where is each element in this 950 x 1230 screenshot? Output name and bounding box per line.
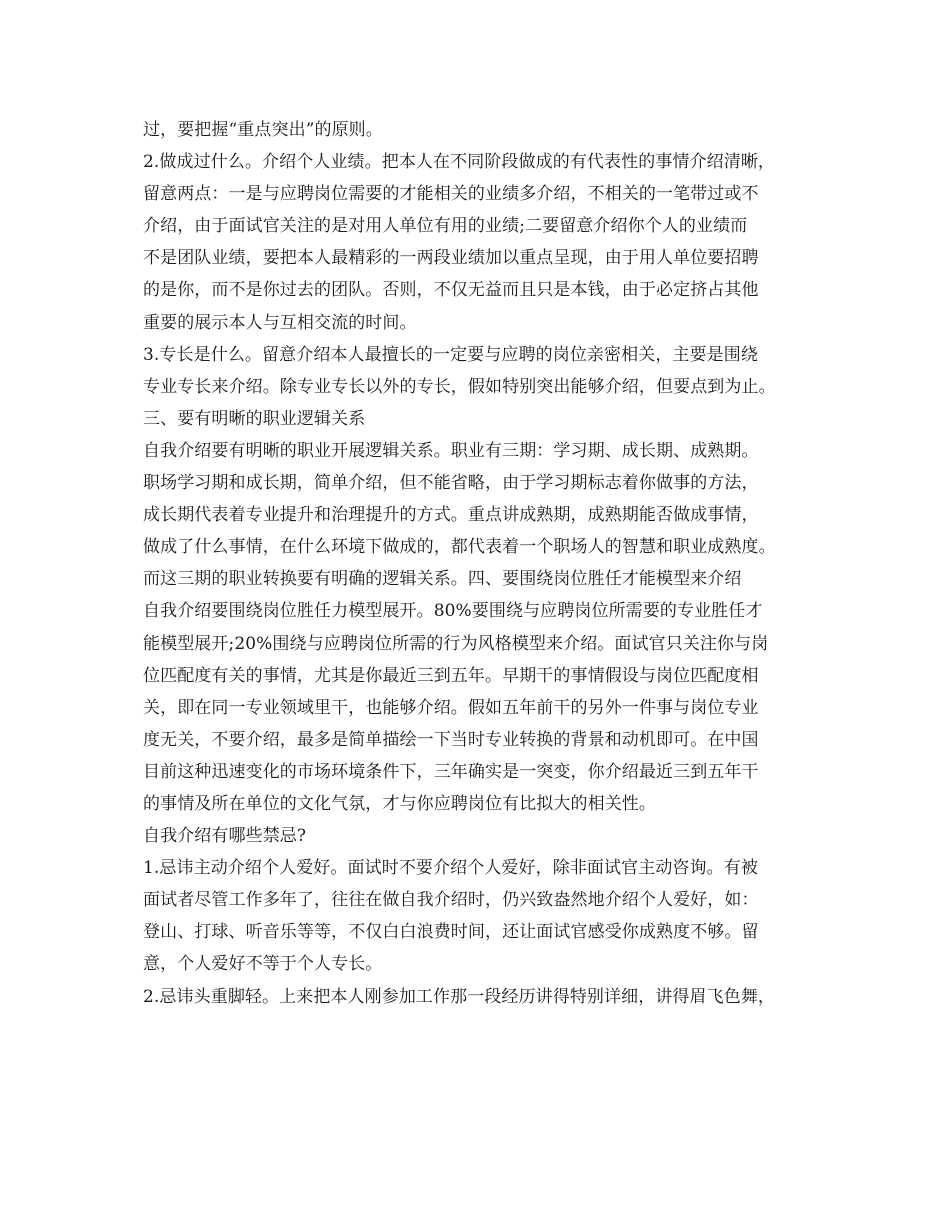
- text-line: 1.忌讳主动介绍个人爱好。面试时不要介绍个人爱好，除非面试官主动咨询。有被: [143, 858, 758, 879]
- text-line: 职场学习期和成长期，简单介绍，但不能省略，由于学习期标志着你做事的方法，: [143, 473, 759, 494]
- text-line: 能模型展开;20%围绕与应聘岗位所需的行为风格模型来介绍。面试官只关注你与岗: [143, 633, 769, 654]
- text-line: 专业专长来介绍。除专业专长以外的专长，假如特别突出能够介绍，但要点到为止。: [143, 376, 776, 397]
- text-line: 做成了什么事情，在什么环境下做成的，都代表着一个职场人的智慧和职业成熟度。: [143, 537, 776, 558]
- text-line: 不是团队业绩，要把本人最精彩的一两段业绩加以重点呈现，由于用人单位要招聘: [143, 248, 759, 269]
- text-line: 2.忌讳头重脚轻。上来把本人刚参加工作那一段经历讲得特别详细，讲得眉飞色舞，: [143, 986, 776, 1007]
- text-line: 的事情及所在单位的文化气氛，才与你应聘岗位有比拟大的相关性。: [143, 793, 656, 814]
- text-line: 位匹配度有关的事情，尤其是你最近三到五年。早期干的事情假设与岗位匹配度相: [143, 665, 759, 686]
- text-line: 重要的展示本人与互相交流的时间。: [143, 312, 417, 333]
- text-line: 3.专长是什么。留意介绍本人最擅长的一定要与应聘的岗位亲密相关，主要是围绕: [143, 344, 758, 365]
- text-line: 目前这种迅速变化的市场环境条件下，三年确实是一突变，你介绍最近三到五年干: [143, 761, 759, 782]
- text-line: 自我介绍要有明晰的职业开展逻辑关系。职业有三期：学习期、成长期、成熟期。: [143, 440, 759, 461]
- text-line: 过，要把握“重点突出”的原则。: [143, 120, 383, 140]
- section-heading: 自我介绍有哪些禁忌?: [143, 826, 307, 847]
- text-line: 2.做成过什么。介绍个人业绩。把本人在不同阶段做成的有代表性的事情介绍清晰，: [143, 152, 776, 173]
- text-line: 而这三期的职业转换要有明确的逻辑关系。四、要围绕岗位胜任才能模型来介绍: [143, 569, 742, 590]
- text-line: 介绍，由于面试官关注的是对用人单位有用的业绩;二要留意介绍你个人的业绩而: [143, 216, 748, 237]
- section-heading: 三、要有明晰的职业逻辑关系: [143, 408, 366, 429]
- text-line: 面试者尽管工作多年了，往往在做自我介绍时，仍兴致盎然地介绍个人爱好，如：: [143, 890, 759, 911]
- text-line: 登山、打球、听音乐等等，不仅白白浪费时间，还让面试官感受你成熟度不够。留: [143, 922, 759, 943]
- text-line: 意，个人爱好不等于个人专长。: [143, 954, 383, 975]
- text-line: 度无关，不要介绍，最多是简单描绘一下当时专业转换的背景和动机即可。在中国: [143, 729, 759, 750]
- text-line: 自我介绍要围绕岗位胜任力模型展开。80%要围绕与应聘岗位所需要的专业胜任才: [143, 601, 763, 622]
- text-line: 成长期代表着专业提升和治理提升的方式。重点讲成熟期，成熟期能否做成事情，: [143, 505, 759, 526]
- text-line: 的是你，而不是你过去的团队。否则，不仅无益而且只是本钱，由于必定挤占其他: [143, 280, 759, 301]
- text-line: 留意两点：一是与应聘岗位需要的才能相关的业绩多介绍，不相关的一笔带过或不: [143, 184, 759, 205]
- document-body: [143, 114, 833, 1013]
- text-line: 关，即在同一专业领域里干，也能够介绍。假如五年前干的另外一件事与岗位专业: [143, 697, 759, 718]
